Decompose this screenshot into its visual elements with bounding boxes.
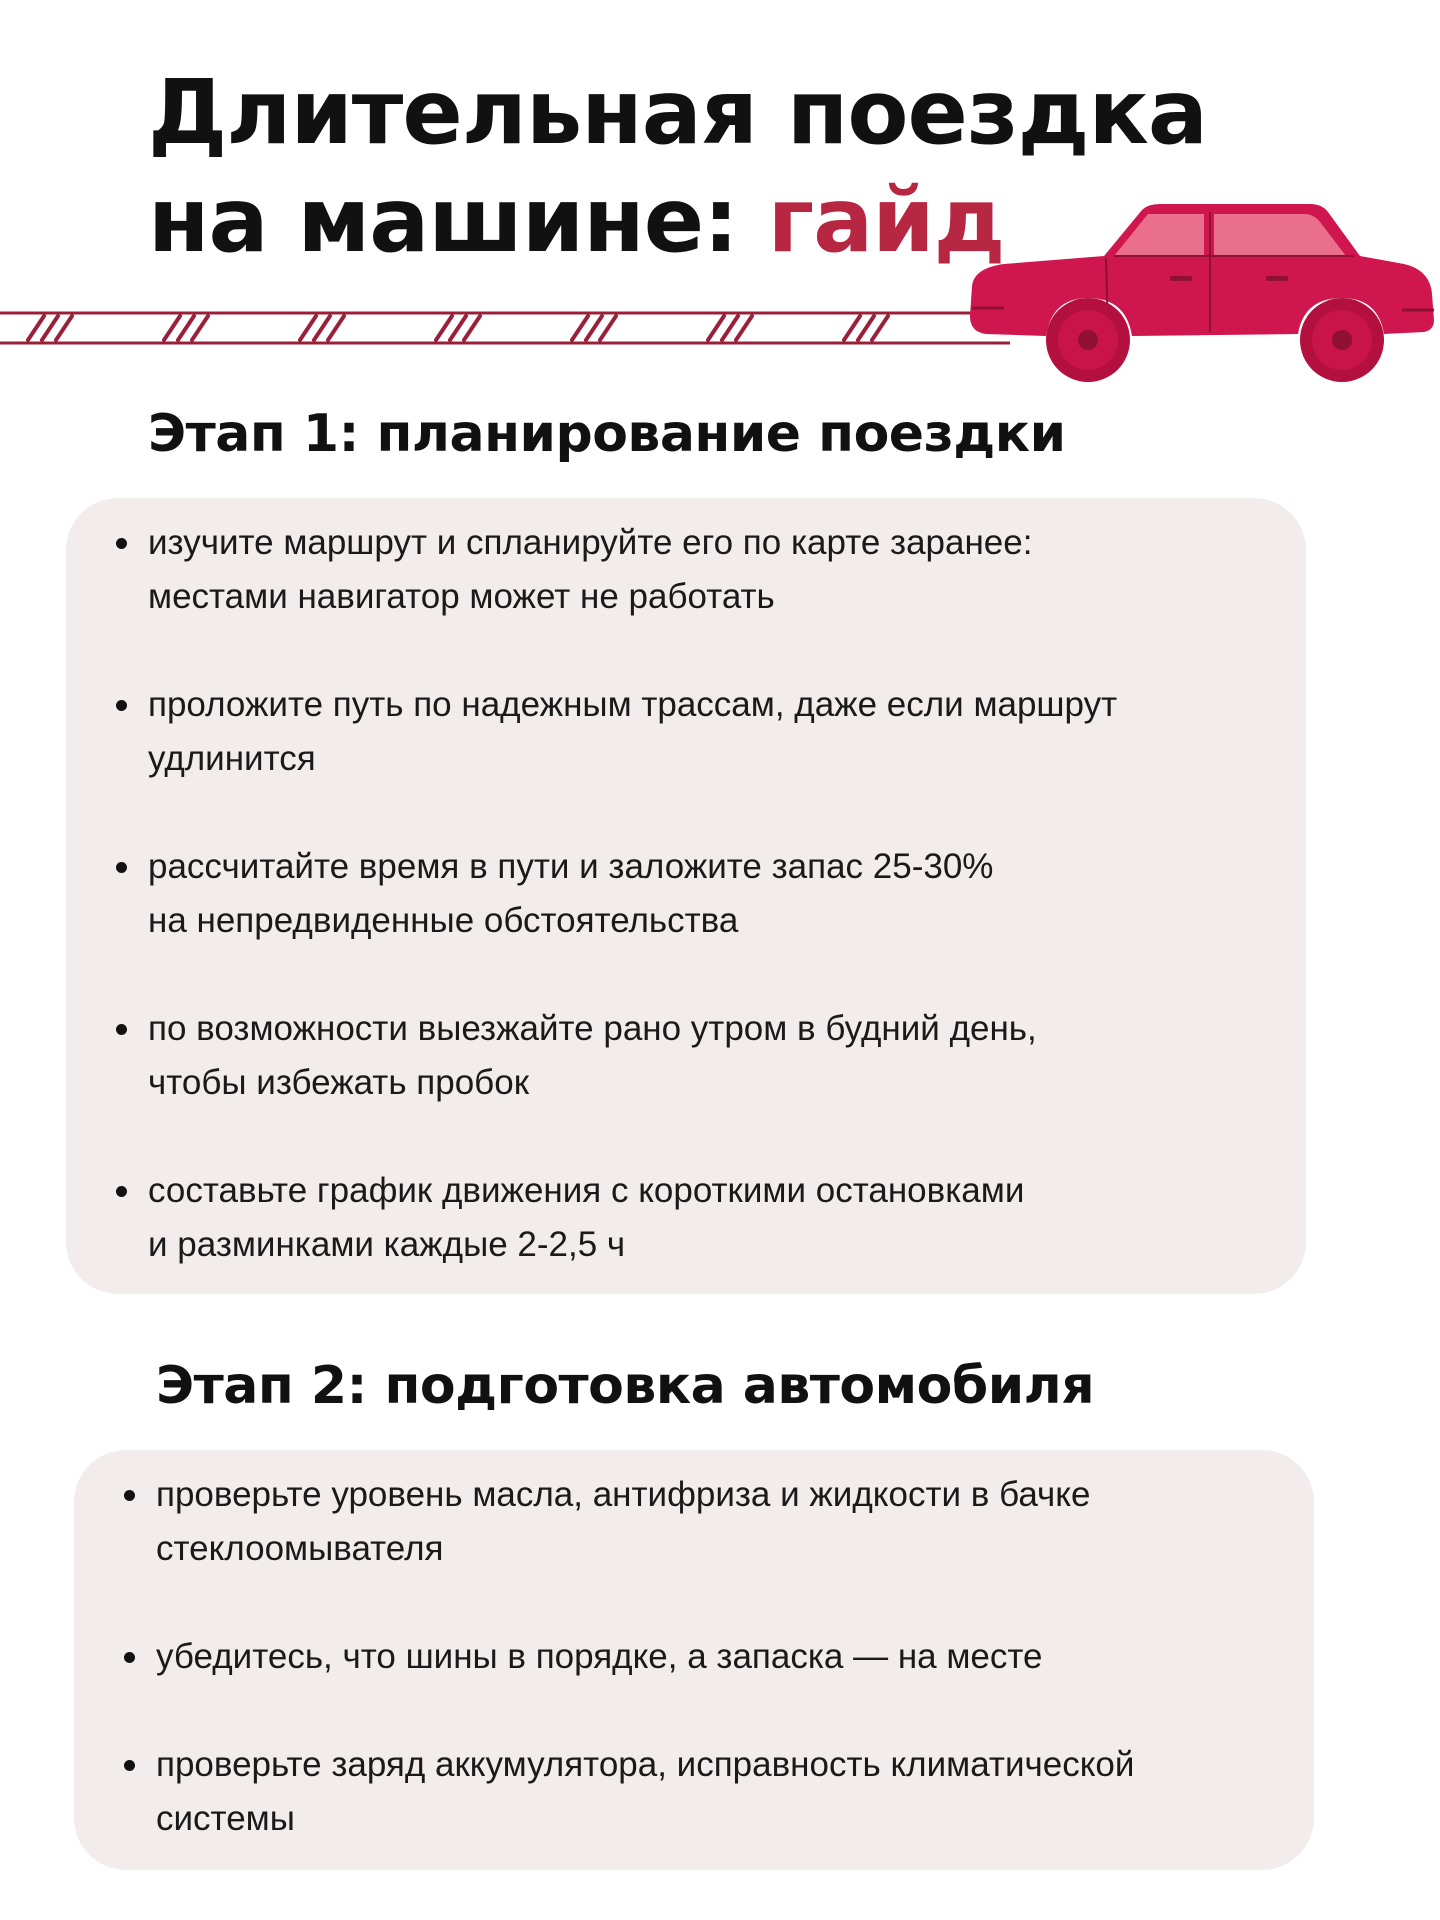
list-item [74,1738,1314,1846]
car-icon [964,198,1440,388]
planning-list [66,516,1306,1326]
bullet-icon [116,700,127,711]
list-item-text: составьте график движения с короткими остановками и разминками каждые 2-2,5 ч [148,1171,1025,1264]
bullet-icon [124,1760,135,1771]
section-heading-car-prep: Этап 2: подготовка автомобиля [156,1356,1095,1416]
list-item [66,840,1306,948]
list-item-text: проверьте уровень масла, антифриза и жидкости в бачке стеклоомывателя [156,1475,1091,1568]
list-item [66,1164,1306,1272]
bullet-icon [116,1186,127,1197]
list-item-text: изучите маршрут и спланируйте его по карте заранее: местами навигатор может не работать [148,523,1033,616]
title-accent: гайд [767,168,1005,272]
car-prep-list [74,1468,1314,1900]
bullet-icon [116,538,127,549]
list-item [66,516,1306,624]
list-item-text: проверьте заряд аккумулятора, исправность климатической системы [156,1745,1135,1838]
bullet-icon [124,1652,135,1663]
bullet-icon [116,862,127,873]
list-item [74,1468,1314,1576]
title-line-2: на машине: [148,168,768,272]
bullet-icon [124,1490,135,1501]
list-item-text: убедитесь, что шины в порядке, а запаска — на месте [156,1637,1043,1676]
car-prep-card [74,1450,1314,1870]
list-item [66,1002,1306,1110]
bullet-icon [116,1024,127,1035]
section-heading-planning: Этап 1: планирование поездки [148,404,1066,464]
list-item [74,1630,1314,1684]
list-item-text: рассчитайте время в пути и заложите запас 25-30% на непредвиденные обстоятельства [148,847,994,940]
list-item-text: по возможности выезжайте рано утром в будний день, чтобы избежать пробок [148,1009,1037,1102]
road-stripe-icon [0,310,1010,346]
title-line-1: Длительная поездка [148,60,1207,164]
planning-card [66,498,1306,1294]
list-item-text: проложите путь по надежным трассам, даже если маршрут удлинится [148,685,1118,778]
list-item [66,678,1306,786]
